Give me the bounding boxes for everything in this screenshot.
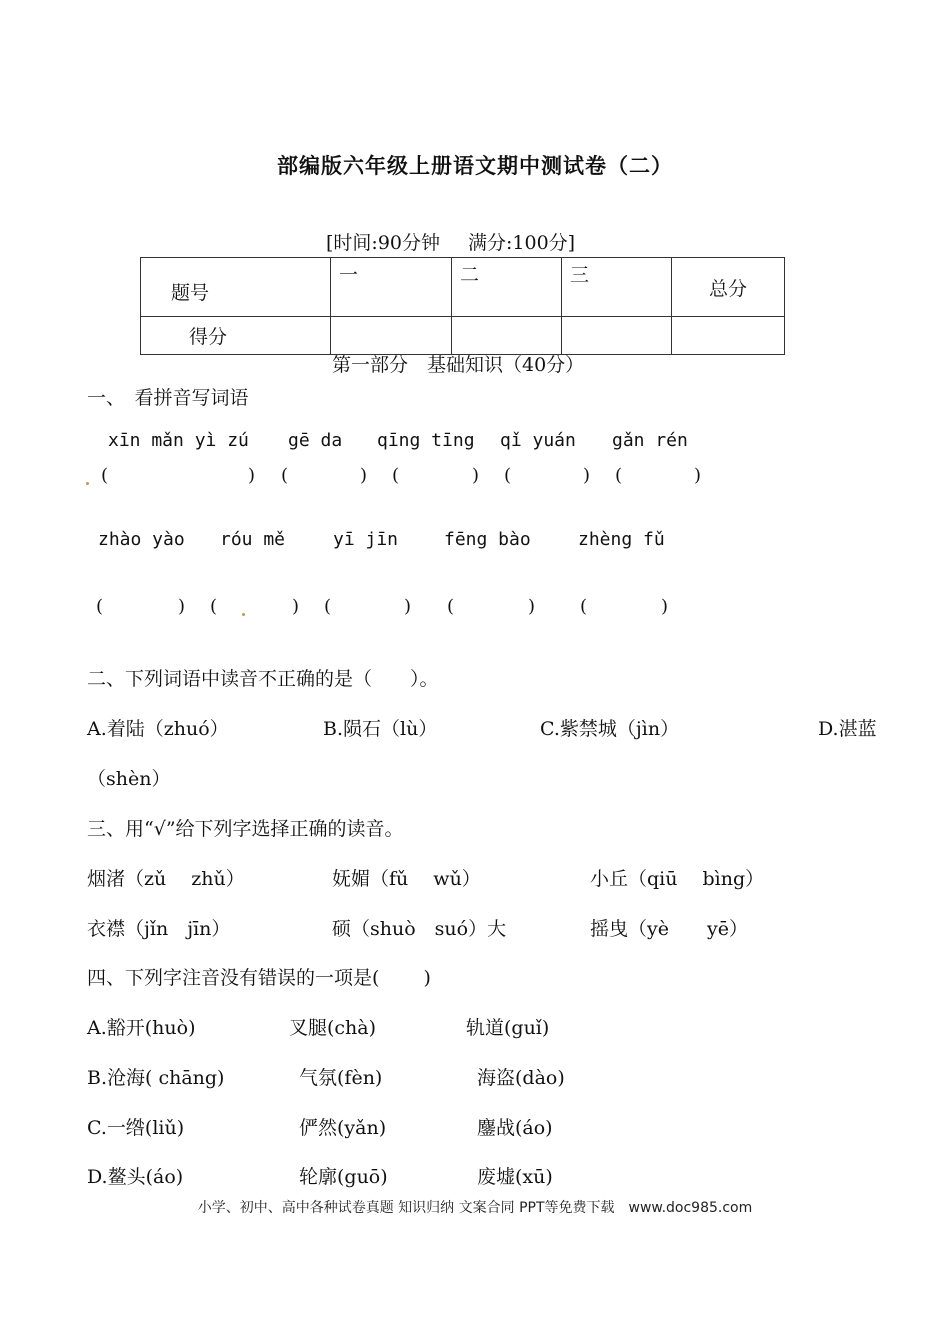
q1-pinyin-10: zhèng fǔ bbox=[578, 529, 665, 550]
q2-option-c: C.紫禁城（jìn） bbox=[540, 718, 680, 740]
q4-title: 四、下列字注音没有错误的一项是( ) bbox=[87, 967, 431, 989]
q3-title: 三、用“√”给下列字选择正确的读音。 bbox=[87, 818, 404, 840]
q3-item-6: 摇曳（yè yē） bbox=[590, 918, 748, 940]
answer-blank-7-close: ) bbox=[292, 596, 300, 617]
q2-option-a: A.着陆（zhuó） bbox=[87, 718, 229, 740]
answer-blank-9-open: ( bbox=[447, 596, 455, 617]
q4-b-3: 海盗(dào) bbox=[477, 1067, 565, 1089]
q1-pinyin-4: qǐ yuán bbox=[500, 430, 576, 451]
answer-blank-8-close: ) bbox=[404, 596, 412, 617]
answer-blank-4-close: ) bbox=[583, 465, 591, 486]
q2-title: 二、下列词语中读音不正确的是（ ）。 bbox=[87, 668, 439, 690]
answer-blank-8-open: ( bbox=[324, 596, 332, 617]
stray-dot bbox=[242, 613, 245, 616]
score-header-1: 一 bbox=[331, 258, 452, 317]
answer-blank-7-open: ( bbox=[210, 596, 218, 617]
answer-blank-2-close: ) bbox=[360, 465, 368, 486]
q1-pinyin-1: xīn mǎn yì zú bbox=[108, 430, 249, 451]
stray-dot bbox=[86, 482, 89, 485]
q4-d-3: 废墟(xū) bbox=[477, 1166, 553, 1188]
exam-time: [时间:90分钟 bbox=[326, 232, 440, 254]
exam-meta bbox=[326, 228, 575, 255]
score-header-3: 三 bbox=[562, 258, 672, 317]
q4-a-1: A.豁开(huò) bbox=[87, 1017, 196, 1039]
q1-pinyin-8: yī jīn bbox=[333, 529, 399, 550]
q4-a-3: 轨道(guǐ) bbox=[466, 1017, 550, 1039]
q3-item-5: 硕（shuò suó）大 bbox=[332, 918, 507, 940]
q2-option-b: B.陨石（lù） bbox=[323, 718, 438, 740]
q3-item-2: 妩媚（fǔ wǔ） bbox=[332, 868, 481, 890]
q1-pinyin-9: fēng bào bbox=[444, 529, 531, 550]
q4-c-3: 鏖战(áo) bbox=[477, 1117, 553, 1139]
score-cell-1[interactable] bbox=[331, 317, 452, 355]
answer-blank-2-open: ( bbox=[281, 465, 289, 486]
score-cell-3[interactable] bbox=[562, 317, 672, 355]
part1-title: 第一部分 基础知识（40分） bbox=[332, 354, 585, 376]
q3-item-3: 小丘（qiū bìng） bbox=[590, 868, 765, 890]
q1-pinyin-7: róu mě bbox=[220, 529, 286, 550]
exam-full-score: 满分:100分] bbox=[468, 232, 576, 254]
q2-option-d-pinyin: （shèn） bbox=[87, 768, 171, 790]
q1-pinyin-2: gē da bbox=[288, 430, 343, 451]
score-header-label: 题号 bbox=[141, 258, 331, 317]
answer-blank-4-open: ( bbox=[504, 465, 512, 486]
answer-blank-3-close: ) bbox=[472, 465, 480, 486]
answer-blank-1-close: ) bbox=[248, 465, 256, 486]
q4-d-1: D.鳌头(áo) bbox=[87, 1166, 184, 1188]
answer-blank-10-open: ( bbox=[580, 596, 588, 617]
q1-pinyin-6: zhào yào bbox=[98, 529, 185, 550]
score-table bbox=[140, 257, 785, 355]
q4-b-1: B.沧海( chāng) bbox=[87, 1067, 225, 1089]
score-header-total: 总分 bbox=[672, 258, 785, 317]
q4-a-2: 叉腿(chà) bbox=[289, 1017, 377, 1039]
q4-b-2: 气氛(fèn) bbox=[299, 1067, 383, 1089]
score-header-2: 二 bbox=[452, 258, 562, 317]
score-row-label: 得分 bbox=[141, 317, 331, 355]
footer-watermark: 小学、初中、高中各种试卷真题 知识归纳 文案合同 PPT等免费下载 www.doc985.com bbox=[197, 1200, 753, 1216]
answer-blank-6-close: ) bbox=[178, 596, 186, 617]
answer-blank-10-close: ) bbox=[661, 596, 669, 617]
q3-item-1: 烟渚（zǔ zhǔ） bbox=[87, 868, 245, 890]
score-cell-total[interactable] bbox=[672, 317, 785, 355]
q4-c-1: C.一绺(liǔ) bbox=[87, 1117, 185, 1139]
score-cell-2[interactable] bbox=[452, 317, 562, 355]
q2-option-d: D.湛蓝 bbox=[818, 718, 877, 740]
q1-pinyin-5: gǎn rén bbox=[612, 430, 688, 451]
answer-blank-6-open: ( bbox=[96, 596, 104, 617]
q1-title: 一、 看拼音写词语 bbox=[87, 387, 249, 409]
answer-blank-5-open: ( bbox=[615, 465, 623, 486]
answer-blank-3-open: ( bbox=[392, 465, 400, 486]
answer-blank-1-open: ( bbox=[101, 465, 109, 486]
q4-c-2: 俨然(yǎn) bbox=[299, 1117, 387, 1139]
q3-item-4: 衣襟（jǐn jīn） bbox=[87, 918, 231, 940]
page-title: 部编版六年级上册语文期中测试卷（二） bbox=[277, 154, 673, 178]
answer-blank-9-close: ) bbox=[528, 596, 536, 617]
answer-blank-5-close: ) bbox=[694, 465, 702, 486]
q4-d-2: 轮廓(guō) bbox=[299, 1166, 388, 1188]
q1-pinyin-3: qīng tīng bbox=[377, 430, 475, 451]
